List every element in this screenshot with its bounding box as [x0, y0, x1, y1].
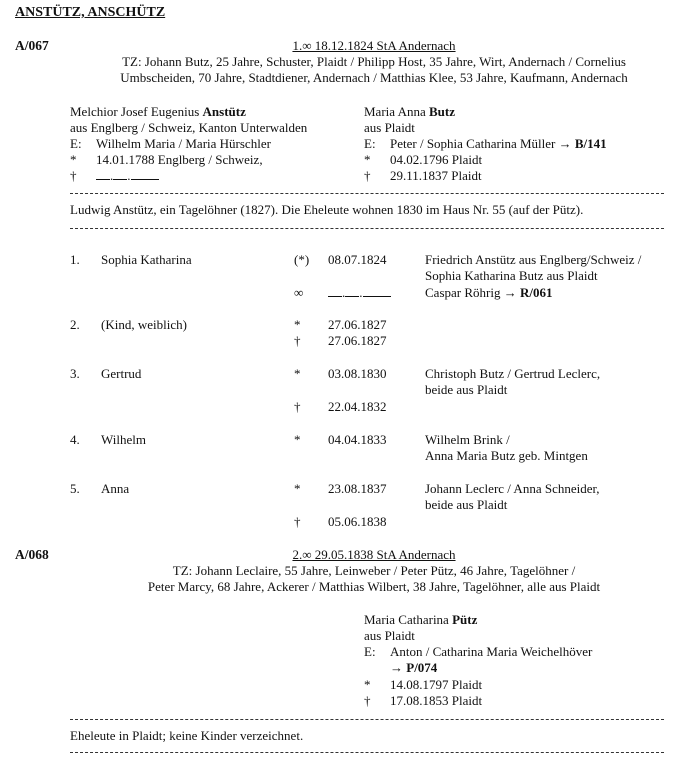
birth-symbol: * — [294, 432, 301, 447]
parents-names: Wilhelm Maria / Maria Hürschler — [96, 136, 271, 151]
parents-names: Anton / Catharina Maria Weichelhöver — [390, 644, 593, 659]
wife-death — [364, 693, 482, 709]
parents-label: E: — [364, 136, 376, 151]
entry-id: A/067 — [15, 38, 49, 53]
event-date: 03.08.1830 — [328, 366, 387, 381]
separator: . — [359, 285, 363, 300]
child-name: (Kind, weiblich) — [101, 317, 187, 332]
death-symbol: † — [70, 168, 77, 183]
death-symbol: † — [294, 333, 301, 348]
blank-month — [113, 169, 127, 180]
witnesses-line-2: Umbscheiden, 70 Jahre, Stadtdiener, Andernach / Matthias Klee, 53 Jahre, Kaufmann, Andernach — [120, 70, 628, 85]
entry-note: Eheleute in Plaidt; keine Kinder verzeichnet. — [70, 728, 304, 743]
event-note: Sophia Katharina Butz aus Plaidt — [425, 268, 598, 283]
wife-name — [364, 612, 477, 628]
child-number: 4. — [70, 432, 80, 447]
witnesses-line-1: TZ: Johann Leclaire, 55 Jahre, Leinweber / Peter Pütz, 46 Jahre, Tagelöhner / — [172, 563, 576, 578]
event-note: beide aus Plaidt — [425, 497, 508, 512]
blank-year — [131, 169, 159, 180]
husband-birth — [70, 152, 263, 168]
wife-given-name: Maria Catharina — [364, 612, 449, 627]
parents-label: E: — [364, 644, 376, 659]
husband-name — [70, 104, 246, 120]
event-date: 05.06.1838 — [328, 514, 387, 529]
child-name: Sophia Katharina — [101, 252, 192, 267]
entry-id: A/068 — [15, 547, 49, 562]
event-note: Johann Leclerc / Anna Schneider, — [425, 481, 600, 496]
child-number: 3. — [70, 366, 80, 381]
divider — [70, 193, 664, 194]
child-name: Gertrud — [101, 366, 142, 381]
cross-reference-link[interactable]: P/074 — [406, 660, 438, 675]
divider — [70, 719, 664, 720]
marriage-symbol: ∞ — [294, 285, 304, 300]
event-date: 27.06.1827 — [328, 333, 387, 348]
death-symbol: † — [294, 514, 301, 529]
witnesses-line-2: Peter Marcy, 68 Jahre, Ackerer / Matthias Wilbert, 38 Jahre, Tagelöhner, alle aus Plaidt — [147, 579, 601, 594]
blank-date — [328, 285, 391, 301]
death-date: 17.08.1853 Plaidt — [390, 693, 483, 708]
blank-day — [328, 286, 342, 297]
baptism-symbol: (*) — [294, 252, 310, 267]
husband-given-name: Melchior Josef Eugenius — [70, 104, 200, 119]
parents-label: E: — [70, 136, 82, 151]
event-note: Wilhelm Brink / — [425, 432, 510, 447]
cross-reference-link[interactable]: R/061 — [519, 285, 553, 300]
wife-name — [364, 104, 455, 120]
birth-date: 04.02.1796 Plaidt — [390, 152, 483, 167]
wife-origin: aus Plaidt — [364, 628, 415, 643]
marriage-date: 2.∞ 29.05.1838 StA Andernach — [292, 547, 456, 562]
wife-surname: Pütz — [452, 612, 478, 627]
arrow-right-icon: → — [390, 660, 403, 675]
event-date: 04.04.1833 — [328, 432, 387, 447]
separator: . — [127, 168, 131, 183]
spouse-note — [425, 285, 552, 301]
husband-origin: aus Englberg / Schweiz, Kanton Unterwalden — [70, 120, 308, 135]
cross-reference-link[interactable]: B/141 — [574, 136, 607, 151]
event-date: 23.08.1837 — [328, 481, 387, 496]
death-symbol: † — [294, 399, 301, 414]
birth-date: 14.01.1788 Englberg / Schweiz, — [96, 152, 263, 167]
birth-symbol: * — [294, 317, 301, 332]
birth-symbol: * — [364, 152, 371, 167]
marriage-line — [70, 547, 678, 563]
wife-given-name: Maria Anna — [364, 104, 426, 119]
wife-surname: Butz — [428, 104, 455, 119]
parents-reference — [390, 660, 437, 676]
wife-parents — [364, 644, 592, 660]
spouse-name: Caspar Röhrig — [425, 285, 501, 300]
marriage-line — [70, 38, 678, 54]
death-symbol: † — [364, 693, 371, 708]
blank-day — [96, 169, 110, 180]
divider — [70, 228, 664, 229]
husband-surname: Anstütz — [202, 104, 246, 119]
arrow-right-icon: → — [558, 136, 572, 151]
event-note: beide aus Plaidt — [425, 382, 508, 397]
husband-parents — [70, 136, 271, 152]
birth-date: 14.08.1797 Plaidt — [390, 677, 483, 692]
death-symbol: † — [364, 168, 371, 183]
birth-symbol: * — [294, 366, 301, 381]
husband-death — [70, 168, 159, 184]
child-name: Anna — [101, 481, 130, 496]
divider — [70, 752, 664, 753]
blank-month — [345, 286, 359, 297]
child-name: Wilhelm — [101, 432, 146, 447]
death-date: 29.11.1837 Plaidt — [390, 168, 482, 183]
event-date: 22.04.1832 — [328, 399, 387, 414]
separator: . — [342, 285, 346, 300]
blank-year — [363, 286, 391, 297]
arrow-right-icon: → — [503, 285, 517, 300]
separator: . — [110, 168, 114, 183]
parents-names: Peter / Sophia Catharina Müller — [390, 136, 556, 151]
child-number: 5. — [70, 481, 80, 496]
wife-origin: aus Plaidt — [364, 120, 415, 135]
witnesses-line-1: TZ: Johann Butz, 25 Jahre, Schuster, Plaidt / Philipp Host, 35 Jahre, Wirt, Andernach / Cornelius — [122, 54, 626, 69]
event-note: Friedrich Anstütz aus Englberg/Schweiz / — [425, 252, 642, 267]
birth-symbol: * — [70, 152, 77, 167]
wife-death — [364, 168, 482, 184]
event-date: 27.06.1827 — [328, 317, 387, 332]
event-note: Anna Maria Butz geb. Mintgen — [425, 448, 588, 463]
birth-symbol: * — [294, 481, 301, 496]
wife-parents — [364, 136, 607, 152]
child-number: 1. — [70, 252, 80, 267]
wife-birth — [364, 152, 482, 168]
wife-birth — [364, 677, 482, 693]
birth-symbol: * — [364, 677, 371, 692]
event-note: Christoph Butz / Gertrud Leclerc, — [425, 366, 601, 381]
page-title: ANSTÜTZ, ANSCHÜTZ — [15, 5, 166, 20]
child-number: 2. — [70, 317, 80, 332]
event-date: 08.07.1824 — [328, 252, 387, 267]
entry-note: Ludwig Anstütz, ein Tagelöhner (1827). Die Eheleute wohnen 1830 im Haus Nr. 55 (auf der Pütz). — [70, 202, 584, 217]
marriage-date: 1.∞ 18.12.1824 StA Andernach — [292, 38, 456, 53]
